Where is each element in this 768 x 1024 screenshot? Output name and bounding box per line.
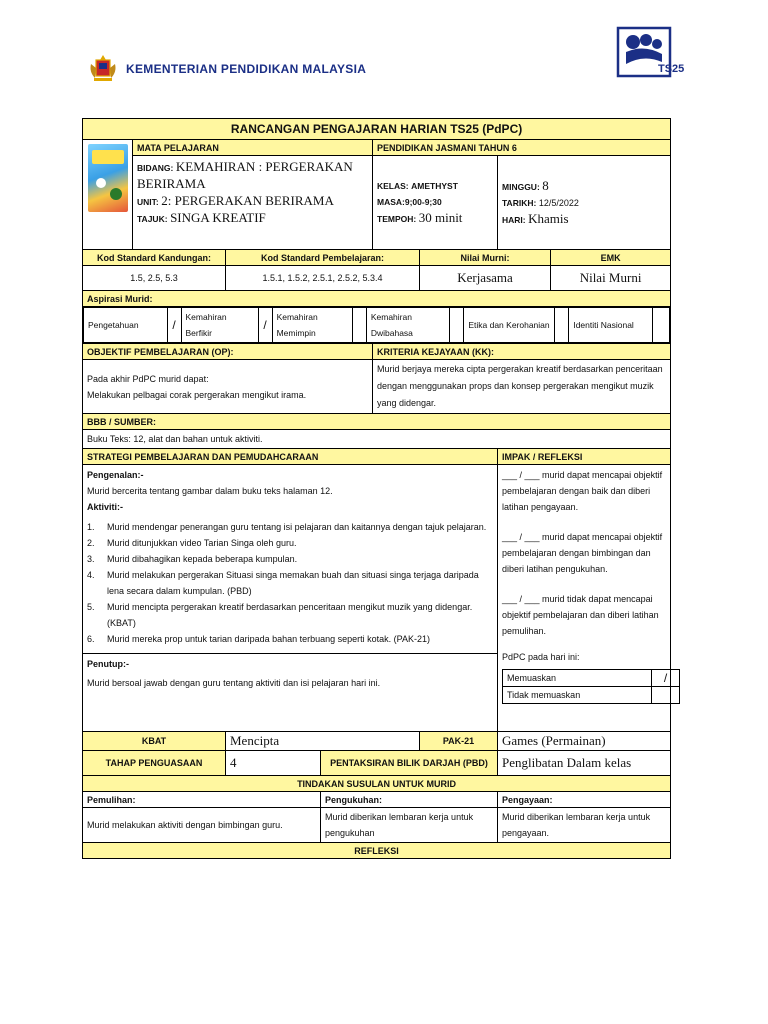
tajuk-label: TAJUK:: [137, 214, 168, 224]
kandungan-value: 1.5, 2.5, 5.3: [83, 266, 226, 291]
aspirasi-mark-1: /: [167, 308, 181, 343]
page-header: [0, 0, 768, 118]
emk-value: Nilai Murni: [551, 266, 671, 291]
tidak-memuaskan-label: Tidak memuaskan: [503, 687, 652, 704]
pemulihan-label: Pemulihan:: [83, 792, 321, 808]
mata-pelajaran-label: MATA PELAJARAN: [133, 140, 373, 156]
minggu-label: MINGGU:: [502, 181, 540, 192]
nilai-label: Nilai Murni:: [420, 250, 551, 266]
pembelajaran-label: Kod Standard Pembelajaran:: [226, 250, 420, 266]
aspirasi-mark-3: [352, 308, 366, 343]
aspirasi-berfikir: Kemahiran Berfikir: [181, 308, 258, 343]
aspirasi-etika: Etika dan Kerohanian: [464, 308, 555, 343]
tempoh-value: 30 minit: [418, 210, 463, 225]
pengayaan-text: Murid diberikan lembaran kerja untuk pengayaan.: [498, 808, 671, 843]
aspirasi-mark-2: /: [258, 308, 272, 343]
unit-value: 2: PERGERAKAN BERIRAMA: [161, 193, 334, 208]
page-title: RANCANGAN PENGAJARAN HARIAN TS25 (PdPC): [83, 119, 671, 140]
tarikh-label: TARIKH:: [502, 197, 537, 208]
tahap-value: 4: [226, 751, 321, 776]
impak-p3: ___ / ___ murid tidak dapat mencapai objektif pembelajaran dan diberi latihan pemulihan.: [502, 594, 659, 636]
memuaskan-label: Memuaskan: [503, 670, 652, 687]
coat-of-arms-icon: [88, 54, 118, 84]
strategi-label: STRATEGI PEMBELAJARAN DAN PEMUDAHCARAAN: [83, 449, 498, 465]
list-item: 4. Murid melakukan pergerakan Situasi singa memakan buah dan situasi singa terjaga daripada lena secara dalam kumpulan. (PBD): [87, 570, 479, 596]
hari-value: Khamis: [528, 210, 569, 226]
impak-label: IMPAK / REFLEKSI: [498, 449, 671, 465]
pembelajaran-value: 1.5.1, 1.5.2, 2.5.1, 2.5.2, 5.3.4: [226, 266, 420, 291]
ministry-name: KEMENTERIAN PENDIDIKAN MALAYSIA: [126, 62, 367, 76]
aspirasi-dwibahasa: Kemahiran Dwibahasa: [366, 308, 450, 343]
tarikh-value: 12/5/2022: [538, 197, 579, 208]
ts25-logo: [616, 24, 685, 82]
lesson-plan-table: [82, 118, 671, 859]
pbd-value: Penglibatan Dalam kelas: [498, 751, 671, 776]
tajuk-value: SINGA KREATIF: [170, 210, 266, 225]
aspirasi-identiti: Identiti Nasional: [569, 308, 653, 343]
unit-label: UNIT:: [137, 197, 159, 207]
aspirasi-pengetahuan: Pengetahuan: [84, 308, 168, 343]
date-info: [498, 156, 671, 250]
list-item: 2. Murid ditunjukkan video Tarian Singa oleh guru.: [87, 538, 297, 548]
lesson-details: [133, 156, 373, 250]
tahap-label: TAHAP PENGUASAAN: [83, 751, 226, 776]
pdpc-label: PdPC pada hari ini:: [502, 652, 580, 662]
pak21-value: Games (Permainan): [498, 732, 671, 751]
masa-label: MASA:: [377, 197, 405, 207]
aspirasi-mark-5: [555, 308, 569, 343]
kriteria-text: Murid berjaya mereka cipta pergerakan kreatif berdasarkan penceritaan dengan menggunakan props dan konsep pergerakan mengikut muzik yang didengar.: [373, 360, 671, 414]
kbat-value: Mencipta: [226, 732, 420, 751]
aspirasi-memimpin: Kemahiran Memimpin: [272, 308, 352, 343]
emk-label: EMK: [551, 250, 671, 266]
aspirasi-mark-6: [652, 308, 669, 343]
list-item: 5. Murid mencipta pergerakan kreatif berdasarkan penceritaan mengikut muzik yang didengar. (KBAT): [87, 602, 473, 628]
list-item: 3. Murid dibahagikan kepada beberapa kumpulan.: [87, 554, 298, 564]
tindakan-label: TINDAKAN SUSULAN UNTUK MURID: [83, 776, 671, 792]
pbd-label: PENTAKSIRAN BILIK DARJAH (PBD): [321, 751, 498, 776]
kelas-label: KELAS:: [377, 181, 409, 191]
subject-name: PENDIDIKAN JASMANI TAHUN 6: [373, 140, 671, 156]
aspirasi-label: Aspirasi Murid:: [83, 291, 671, 307]
aktiviti-label: Aktiviti:-: [87, 502, 123, 512]
bidang-value: KEMAHIRAN : PERGERAKAN BERIRAMA: [137, 159, 353, 191]
tidak-memuaskan-mark: [652, 687, 680, 704]
pengenalan-label: Pengenalan:-: [87, 470, 144, 480]
kbat-label: KBAT: [83, 732, 226, 751]
aktiviti-list: [87, 519, 493, 647]
pengukuhan-text: Murid diberikan lembaran kerja untuk pengukuhan: [321, 808, 498, 843]
penutup-label: Penutup:-: [87, 659, 129, 669]
penutup-text: Murid bersoal jawab dengan guru tentang aktiviti dan isi pelajaran hari ini.: [87, 678, 381, 688]
objektif-cell: [83, 360, 373, 414]
pemulihan-text: Murid melakukan aktiviti dengan bimbingan guru.: [83, 808, 321, 843]
tempoh-label: TEMPOH:: [377, 214, 417, 224]
ts25-logo-text: TS25: [658, 63, 685, 75]
class-info: [373, 156, 498, 250]
refleksi-label: REFLEKSI: [83, 843, 671, 859]
objektif-line2: Melakukan pelbagai corak pergerakan mengikut irama.: [87, 389, 307, 400]
aspirasi-mark-4: [450, 308, 464, 343]
bbb-label: BBB / SUMBER:: [83, 414, 671, 430]
objektif-line1: Pada akhir PdPC murid dapat:: [87, 373, 209, 384]
strategi-cell: [83, 465, 498, 732]
pengukuhan-label: Pengukuhan:: [321, 792, 498, 808]
minggu-value: 8: [542, 177, 549, 193]
pengenalan-text: Murid bercerita tentang gambar dalam buku teks halaman 12.: [87, 486, 333, 496]
list-item: 6. Murid mereka prop untuk tarian daripada bahan terbuang seperti kotak. (PAK-21): [87, 634, 431, 644]
pdpc-table: [502, 669, 680, 704]
bbb-text: Buku Teks: 12, alat dan bahan untuk aktiviti.: [83, 430, 671, 449]
impak-cell: [498, 465, 671, 732]
textbook-cover-image: [88, 144, 128, 212]
impak-p2: ___ / ___ murid dapat mencapai objektif pembelajaran dengan bimbingan dan diberi latihan pengukuhan.: [502, 532, 663, 574]
hari-label: HARI:: [502, 214, 526, 225]
memuaskan-mark: /: [652, 670, 680, 687]
aspirasi-row: [83, 307, 671, 344]
list-item: 1. Murid mendengar penerangan guru tentang isi pelajaran dan kaitannya dengan tajuk pelajaran.: [87, 522, 487, 532]
bidang-label: BIDANG:: [137, 163, 174, 173]
masa-value: 9;00-9;30: [404, 197, 442, 207]
kelas-value: AMETHYST: [411, 181, 458, 191]
kriteria-label: KRITERIA KEJAYAAN (KK):: [373, 344, 671, 360]
impak-p1: ___ / ___ murid dapat mencapai objektif pembelajaran dengan baik dan diberi latihan pengayaan.: [502, 470, 663, 512]
pengayaan-label: Pengayaan:: [498, 792, 671, 808]
objektif-label: OBJEKTIF PEMBELAJARAN (OP):: [83, 344, 373, 360]
pak21-label: PAK-21: [420, 732, 498, 751]
nilai-value: Kerjasama: [420, 266, 551, 291]
textbook-cover-cell: [83, 140, 133, 250]
kandungan-label: Kod Standard Kandungan:: [83, 250, 226, 266]
